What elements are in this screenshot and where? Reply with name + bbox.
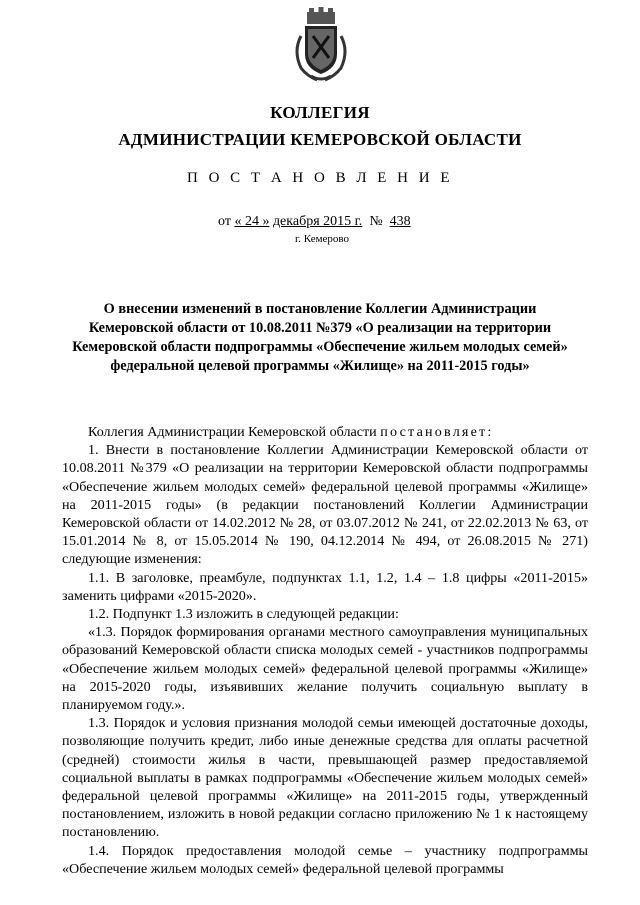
document-type: П О С Т А Н О В Л Е Н И Е [187, 170, 453, 186]
paragraph-1-2: 1.2. Подпункт 1.3 изложить в следующей редакции: [88, 606, 399, 623]
intro-text: Коллегия Администрации Кемеровской области [88, 424, 377, 440]
number-sign: № [369, 214, 383, 229]
paragraph-1-2-quote: «1.3. Порядок формирования органами местного самоуправления муниципальных образований Кемеровской области списка молодых семей - участников подпрограммы «Обеспечение жильем молодых семей» федеральной целевой программы «Жилище» на 2015-2020 годы, изъявивших желание получить социальную выплату в планируемом году.». [62, 624, 588, 714]
date-prefix: от [218, 214, 231, 229]
date-day: « 24 » [234, 214, 270, 229]
coat-of-arms-emblem [291, 6, 351, 84]
intro-paragraph [62, 423, 588, 441]
paragraph-1-4: 1.4. Порядок предоставления молодой семье – участнику подпрограммы «Обеспечение жильем молодых семей» федеральной целевой программы [62, 842, 588, 877]
city: г. Кемерово [295, 233, 350, 245]
org-name-line2: АДМИНИСТРАЦИИ КЕМЕРОВСКОЙ ОБЛАСТИ [118, 130, 522, 149]
document-body [62, 423, 588, 878]
date-line [218, 214, 411, 230]
paragraph-1-1: 1.1. В заголовке, преамбуле, подпунктах 1.1, 1.2, 1.4 – 1.8 цифры «2011-2015» заменить цифрами «2015-2020». [62, 569, 588, 604]
document-title: О внесении изменений в постановление Коллегии Администрации Кемеровской области от 10.08.2011 №379 «О реализации на территории Кемеровской области подпрограммы «Обеспечение жильем молодых семей» федеральной целевой программы «Жилище» на 2011-2015 годы» [72, 301, 568, 374]
document-number: 438 [389, 214, 411, 229]
paragraph-1: 1. Внести в постановление Коллегии Администрации Кемеровской области от 10.08.2011 №379 «О реализации на территории Кемеровской области подпрограммы «Обеспечение жильем молодых семей» федеральной целевой программы «Жилище» на 2011-2015 годы» (в редакции постановлений Коллегии Администрации Кемеровской области от 14.02.2012 № 28, от 03.07.2012 № 241, от 22.02.2013 № 63, от 15.01.2014 № 8, от 15.05.2014 № 190, 04.12.2014 № 494, от 26.08.2015 № 271) следующие изменения: [62, 442, 588, 568]
date-month-year: декабря 2015 г. [272, 214, 363, 229]
coat-of-arms-icon [291, 6, 351, 84]
intro-spaced-word: постановляет: [380, 424, 494, 440]
paragraph-1-3: 1.3. Порядок и условия признания молодой семьи имеющей достаточные доходы, позволяющие получить кредит, либо иные денежные средства для оплаты расчетной (средней) стоимости жилья в части, превышающей размер предоставляемой социальной выплаты в рамках подпрограммы «Обеспечение жильем молодых семей» федеральной целевой программы «Жилище» на 2011-2015 годы, утвержденный постановлением, изложить в новой редакции согласно приложению № 1 к настоящему постановлению. [62, 715, 588, 841]
org-name-line1: КОЛЛЕГИЯ [270, 103, 370, 122]
